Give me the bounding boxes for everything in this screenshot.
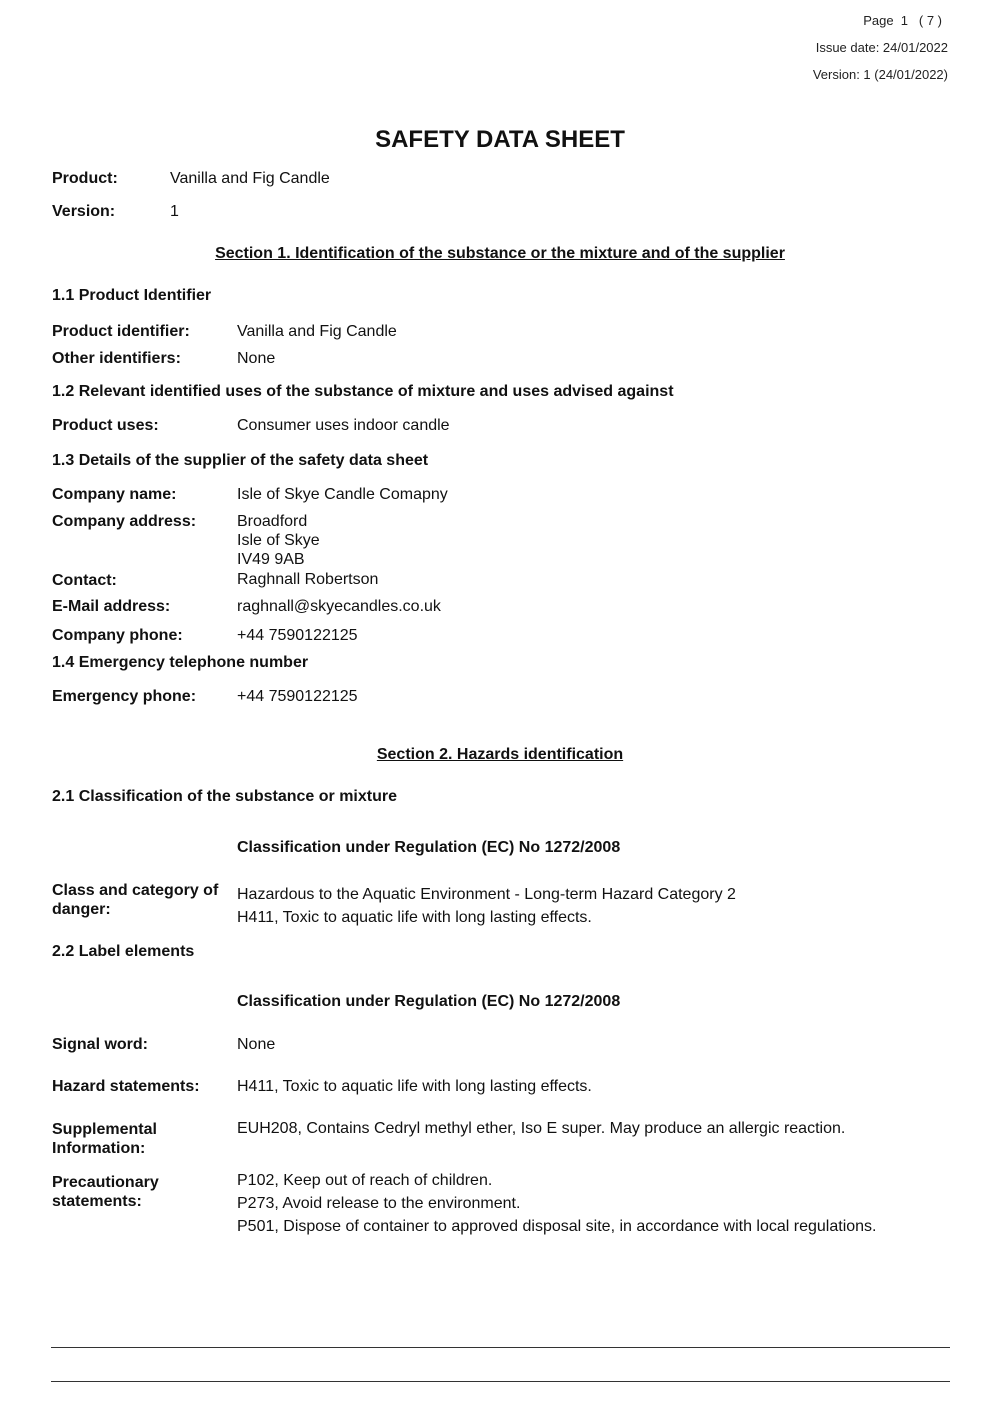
precautionary-label: Precautionary statements:	[52, 1174, 159, 1210]
company-address-label: Company address:	[52, 513, 197, 530]
supplemental-value: EUH208, Contains Cedryl methyl ether, Iso E super. May produce an allergic reaction.	[237, 1120, 846, 1137]
emergency-phone-value: +44 7590122125	[237, 688, 358, 705]
company-name-label: Company name:	[52, 486, 177, 503]
classification-heading: Classification under Regulation (EC) No 1272/2008	[237, 839, 621, 856]
email-value: raghnall@skyecandles.co.uk	[237, 598, 441, 615]
other-identifiers-label: Other identifiers:	[52, 350, 181, 367]
class-category-label: Class and category of danger:	[52, 882, 219, 918]
version-date: Version: 1 (24/01/2022)	[812, 67, 948, 82]
company-name-value: Isle of Skye Candle Comapny	[237, 486, 448, 503]
class-line: H411, Toxic to aquatic life with long lasting effects.	[237, 909, 592, 926]
subsection-1-4: 1.4 Emergency telephone number	[52, 654, 309, 671]
class-line: Hazardous to the Aquatic Environment - Long-term Hazard Category 2	[237, 886, 736, 903]
product-value: Vanilla and Fig Candle	[170, 170, 330, 187]
page-indicator	[863, 13, 942, 28]
footer-divider-bottom	[51, 1381, 950, 1382]
address-line: IV49 9AB	[237, 551, 305, 568]
product-label: Product:	[52, 170, 118, 187]
subsection-1-1: 1.1 Product Identifier	[52, 287, 212, 304]
precautionary-line: P501, Dispose of container to approved disposal site, in accordance with local regulations.	[237, 1218, 877, 1235]
product-uses-value: Consumer uses indoor candle	[237, 417, 450, 434]
hazard-statements-value: H411, Toxic to aquatic life with long lasting effects.	[237, 1078, 592, 1095]
contact-label: Contact:	[52, 572, 117, 589]
precautionary-line: P273, Avoid release to the environment.	[237, 1195, 521, 1212]
company-address-value	[237, 512, 320, 569]
footer-divider-top	[51, 1347, 950, 1348]
other-identifiers-value: None	[237, 350, 276, 367]
signal-word-value: None	[237, 1036, 276, 1053]
address-line: Isle of Skye	[237, 532, 320, 549]
section-2-heading: Section 2. Hazards identification	[376, 746, 624, 763]
version-label: Version:	[52, 203, 116, 220]
page-title: SAFETY DATA SHEET	[375, 126, 625, 153]
emergency-phone-label: Emergency phone:	[52, 688, 197, 705]
page-total: ( 7 )	[918, 13, 942, 28]
page-number: 1	[900, 13, 909, 28]
subsection-1-3: 1.3 Details of the supplier of the safety data sheet	[52, 452, 429, 469]
section-1-heading: Section 1. Identification of the substance or the mixture and of the supplier	[215, 245, 785, 262]
precautionary-line: P102, Keep out of reach of children.	[237, 1172, 493, 1189]
hazard-statements-label: Hazard statements:	[52, 1078, 200, 1095]
subsection-2-1: 2.1 Classification of the substance or mixture	[52, 788, 397, 805]
version-value: 1	[170, 203, 179, 220]
issue-date: Issue date: 24/01/2022	[815, 40, 948, 55]
classification-heading: Classification under Regulation (EC) No 1272/2008	[237, 993, 621, 1010]
company-phone-value: +44 7590122125	[237, 627, 358, 644]
subsection-2-2: 2.2 Label elements	[52, 943, 195, 960]
product-identifier-label: Product identifier:	[52, 323, 190, 340]
signal-word-label: Signal word:	[52, 1036, 148, 1053]
product-identifier-value: Vanilla and Fig Candle	[237, 323, 397, 340]
class-category-value	[237, 883, 736, 929]
email-label: E-Mail address:	[52, 598, 171, 615]
supplemental-label: Supplemental Information:	[52, 1121, 157, 1157]
product-uses-label: Product uses:	[52, 417, 159, 434]
address-line: Broadford	[237, 513, 308, 530]
contact-value: Raghnall Robertson	[237, 571, 379, 588]
precautionary-value	[237, 1169, 876, 1238]
subsection-1-2: 1.2 Relevant identified uses of the substance of mixture and uses advised against	[52, 383, 674, 400]
company-phone-label: Company phone:	[52, 627, 183, 644]
page-label: Page	[863, 13, 894, 28]
